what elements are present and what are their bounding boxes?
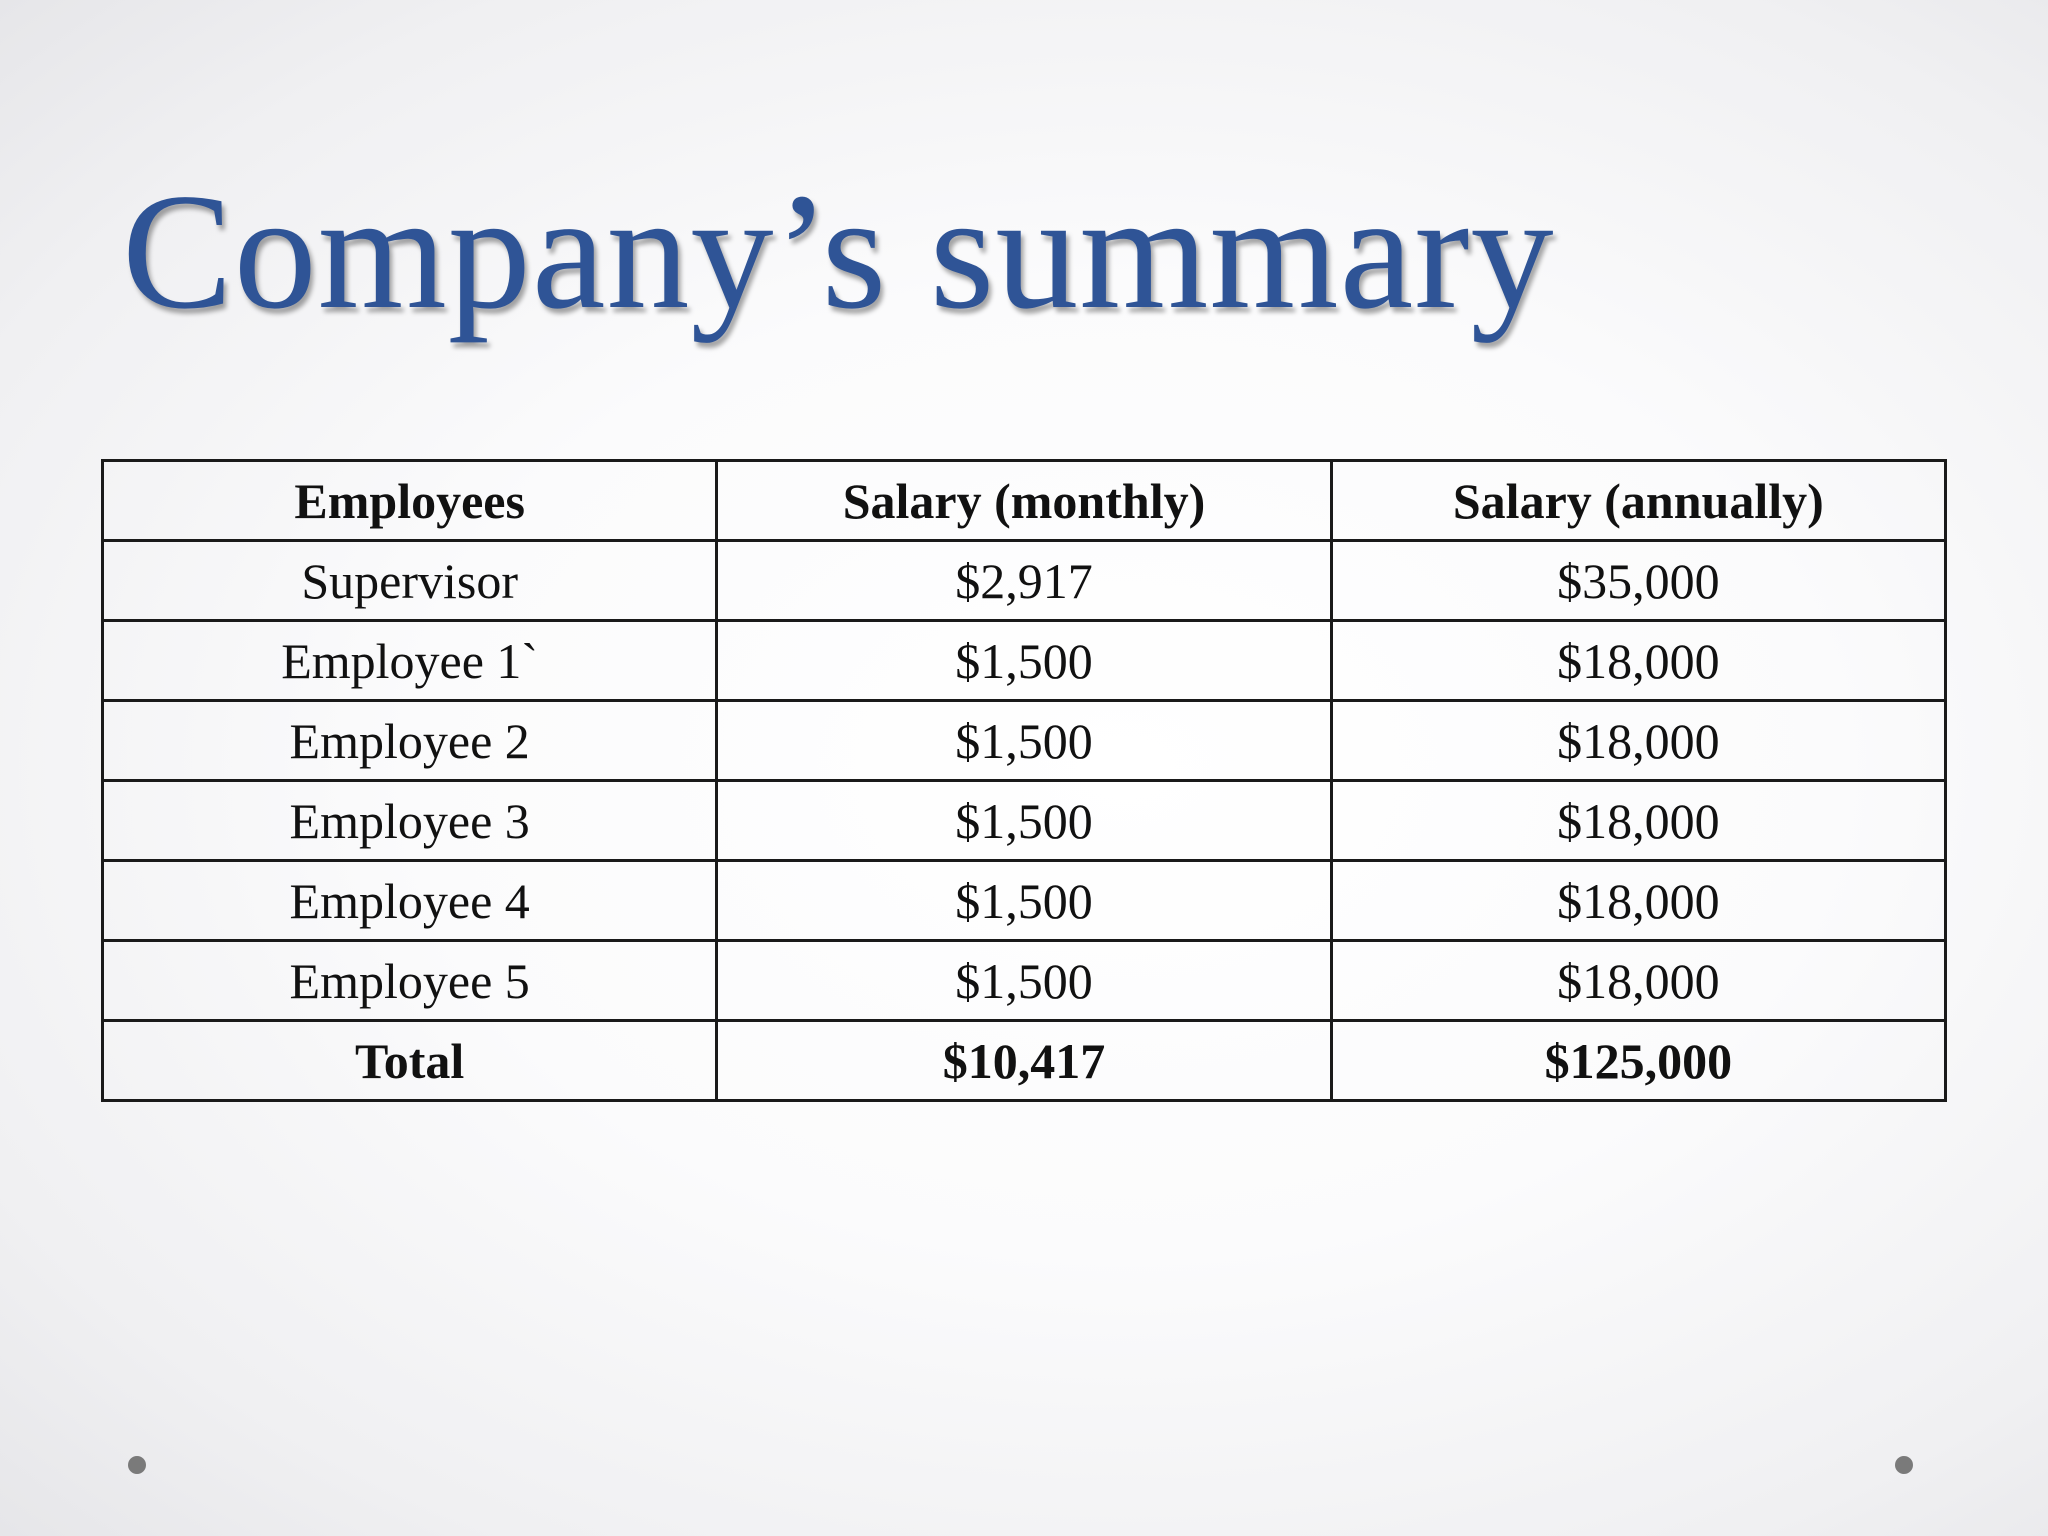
table-row: [103, 781, 1946, 861]
employee-name-cell: Employee 2: [103, 701, 717, 781]
annual-salary-cell: $35,000: [1331, 541, 1945, 621]
employee-name-cell: Supervisor: [103, 541, 717, 621]
table-row: [103, 541, 1946, 621]
table-header-row: [103, 461, 1946, 541]
annual-salary-cell: $18,000: [1331, 861, 1945, 941]
table-row: [103, 701, 1946, 781]
annual-salary-cell: $18,000: [1331, 781, 1945, 861]
monthly-salary-cell: $1,500: [717, 781, 1331, 861]
monthly-salary-cell: $1,500: [717, 861, 1331, 941]
monthly-salary-cell: $1,500: [717, 621, 1331, 701]
total-monthly-cell: $10,417: [717, 1021, 1331, 1101]
header-salary-monthly: Salary (monthly): [717, 461, 1331, 541]
annual-salary-cell: $18,000: [1331, 701, 1945, 781]
salary-summary-table: [101, 459, 1947, 1102]
employee-name-cell: Employee 1`: [103, 621, 717, 701]
decorative-dot-right: [1895, 1456, 1913, 1474]
total-row: [103, 1021, 1946, 1101]
slide-title: Company’s summary: [122, 159, 1555, 343]
table-row: [103, 621, 1946, 701]
employee-name-cell: Employee 5: [103, 941, 717, 1021]
table-row: [103, 861, 1946, 941]
monthly-salary-cell: $1,500: [717, 941, 1331, 1021]
employee-name-cell: Employee 3: [103, 781, 717, 861]
header-salary-annually: Salary (annually): [1331, 461, 1945, 541]
annual-salary-cell: $18,000: [1331, 621, 1945, 701]
annual-salary-cell: $18,000: [1331, 941, 1945, 1021]
monthly-salary-cell: $1,500: [717, 701, 1331, 781]
header-employees: Employees: [103, 461, 717, 541]
total-label-cell: Total: [103, 1021, 717, 1101]
decorative-dot-left: [128, 1456, 146, 1474]
table-row: [103, 941, 1946, 1021]
employee-name-cell: Employee 4: [103, 861, 717, 941]
total-annual-cell: $125,000: [1331, 1021, 1945, 1101]
monthly-salary-cell: $2,917: [717, 541, 1331, 621]
